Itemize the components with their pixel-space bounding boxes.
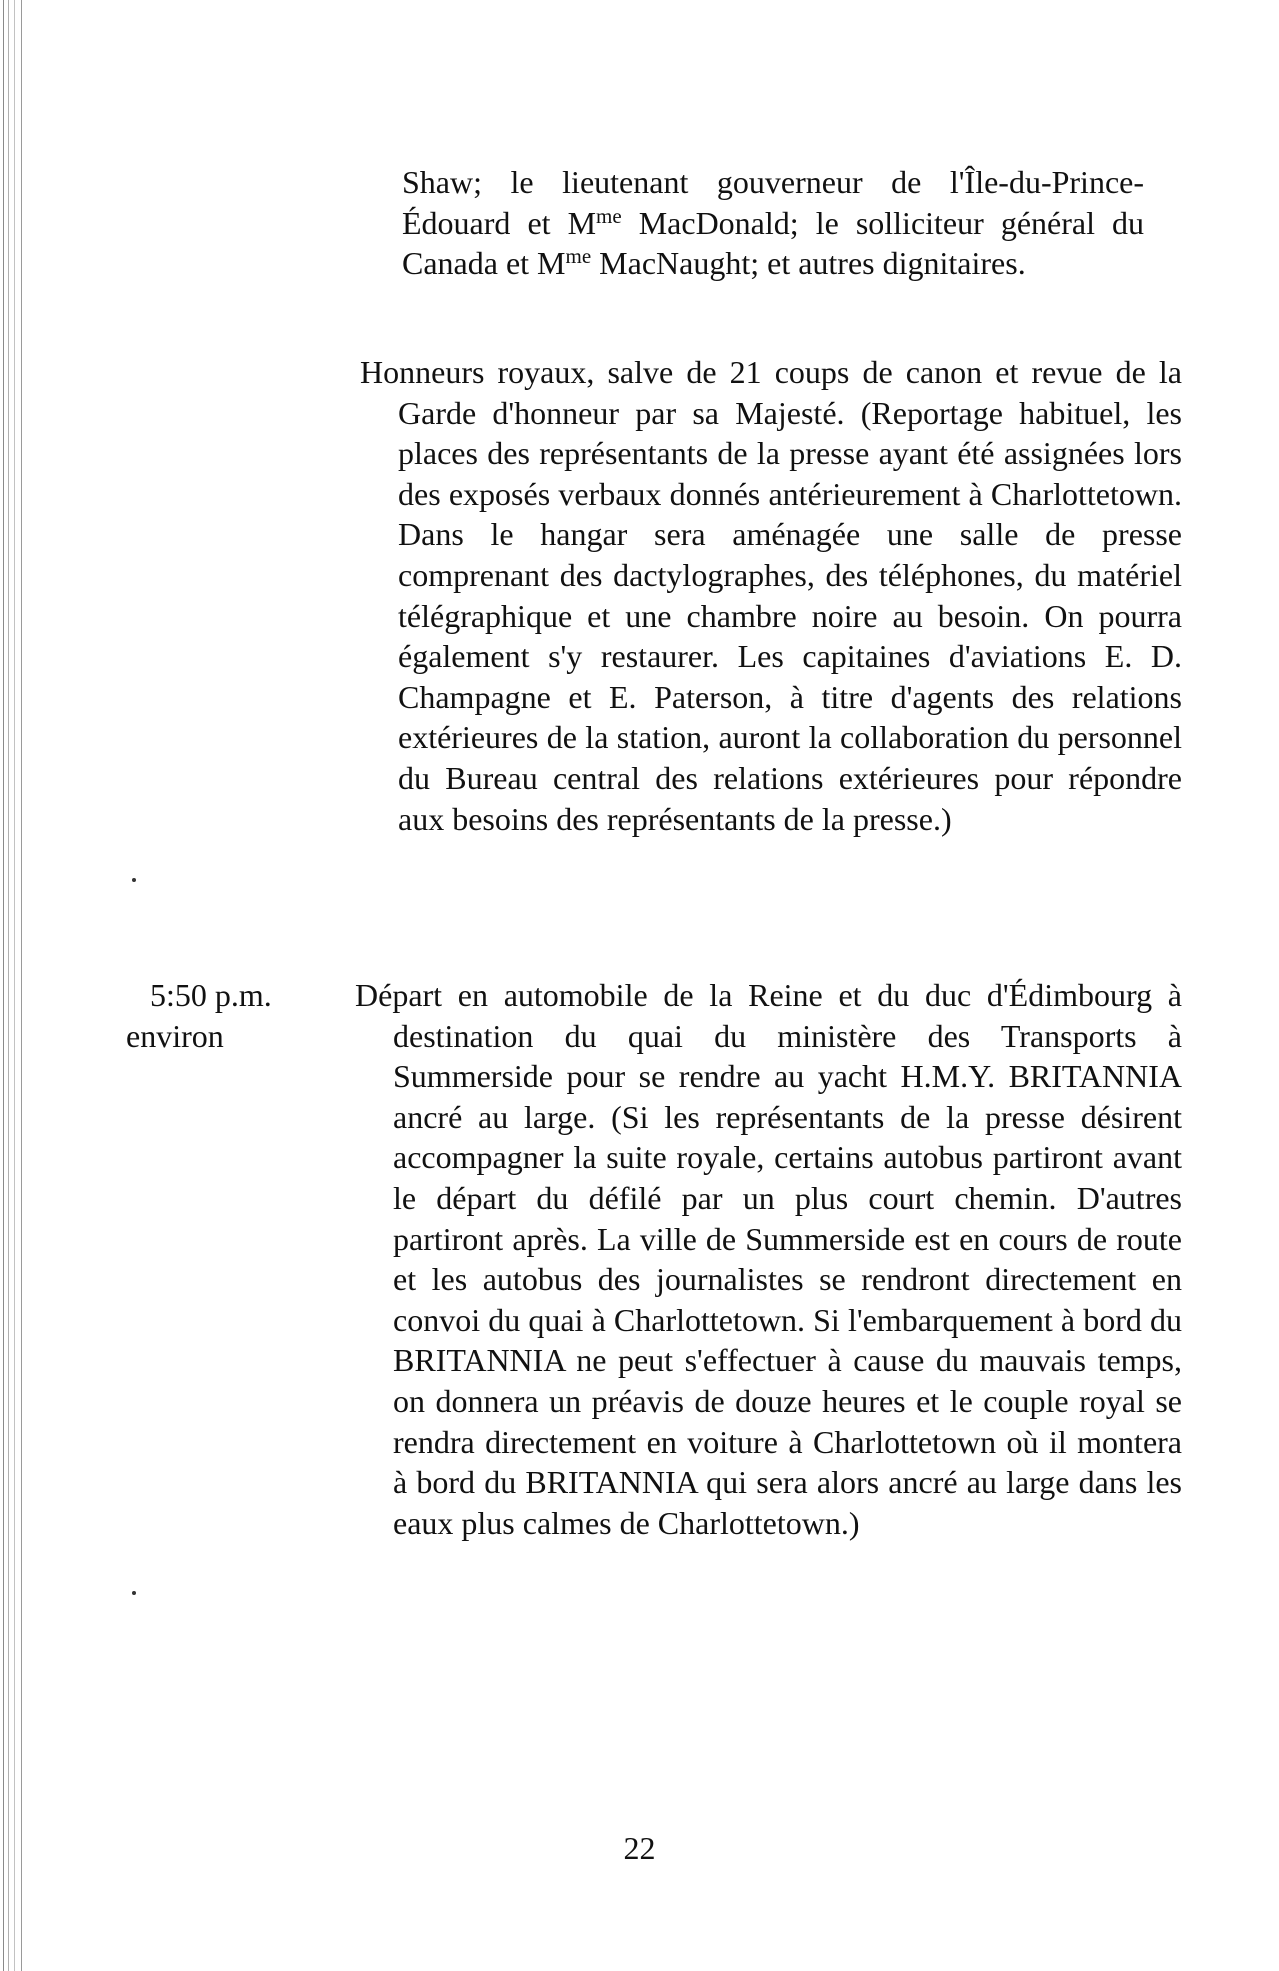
continuation-text-2: MacDonald; le solliciteur général du Canada et: [402, 204, 1144, 282]
continuation-text-1: Shaw; le lieutenant gouverneur de l'Île-du-Prince-Édouard et: [402, 164, 1144, 241]
binding-rule: [14, 0, 15, 1971]
honneurs-paragraph: [360, 352, 1182, 839]
binding-rule: [21, 0, 22, 1971]
time-qualifier: environ: [126, 1017, 224, 1054]
continuation-paragraph: [402, 162, 1144, 284]
title-m-prefix: M: [537, 245, 566, 282]
binding-rule: [8, 0, 9, 1971]
stray-mark: [132, 878, 136, 882]
honneurs-text: Honneurs royaux, salve de 21 coups de canon et revue de la Garde d'honneur par sa Majesté. (Reportage habituel, les places des représentants de la presse ayant été assignées lors des exposés verbaux donnés antérieurement à Charlottetown. Dans le hangar sera aménagée une salle de presse comprenant des dactylographes, des téléphones, du matériel télégraphique et une chambre noire au besoin. On pourra également s'y restaurer. Les capitaines d'aviations E. D. Champagne et E. Paterson, à titre d'agents des relations extérieures de la station, auront la collaboration du personnel du Bureau central des relations extérieures pour répondre aux besoins des représentants de la presse.): [360, 354, 1182, 837]
binding-rule: [3, 0, 4, 1971]
stray-mark: [132, 1591, 136, 1595]
time-value: 5:50 p.m.: [150, 977, 272, 1013]
title-m-prefix: M: [567, 204, 597, 241]
title-superscript: me: [565, 244, 592, 269]
continuation-text-3: MacNaught; et autres dignitaires.: [591, 245, 1026, 282]
depart-paragraph: [355, 975, 1182, 1543]
page-edge-binding: [0, 0, 26, 1971]
page-number: 22: [623, 1830, 656, 1866]
title-superscript: me: [596, 203, 622, 228]
schedule-time: [126, 975, 272, 1056]
depart-text: Départ en automobile de la Reine et du duc d'Édimbourg à destination du quai du ministère des Transports à Summerside pour se rendre au yacht H.M.Y. BRITANNIA ancré au large. (Si les représentants de la presse désirent accompagner la suite royale, certains autobus partiront avant le départ du défilé par un plus court chemin. D'autres partiront après. La ville de Summerside est en cours de route et les autobus des journalistes se rendront directement en convoi du quai à Charlottetown. Si l'embarquement à bord du BRITANNIA ne peut s'effectuer à cause du mauvais temps, on donnera un préavis de douze heures et le couple royal se rendra directement en voiture à Charlottetown où il montera à bord du BRITANNIA qui sera alors ancré au large dans les eaux plus calmes de Charlottetown.): [355, 977, 1182, 1541]
